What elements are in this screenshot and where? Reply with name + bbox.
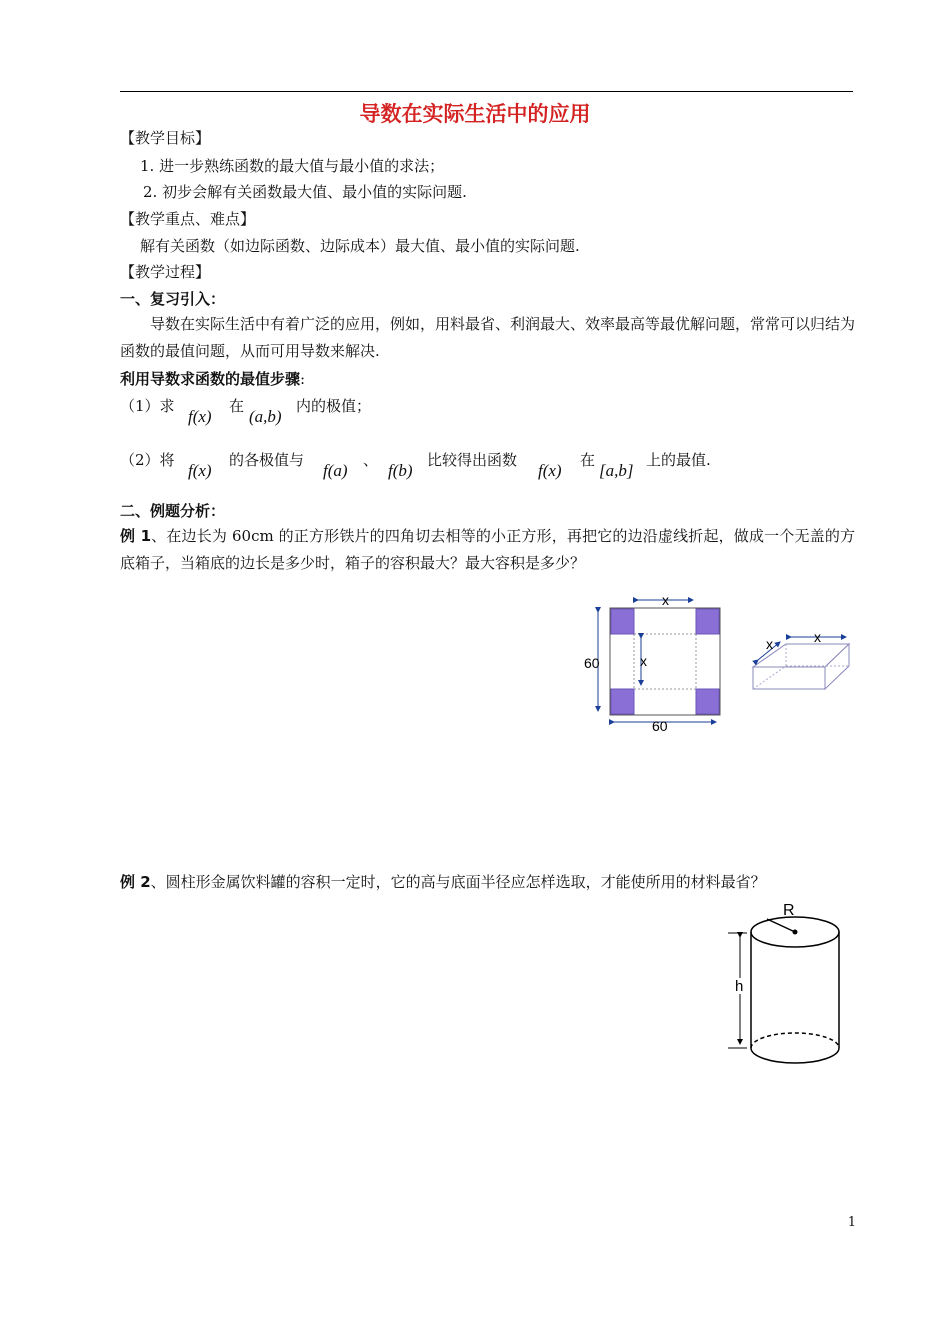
fig1-left-label: 60 xyxy=(584,655,600,671)
goal-item-1: 1. 进一步熟练函数的最大值与最小值的求法； xyxy=(140,157,445,175)
goal-item-2: 2. 初步会解有关函数最大值、最小值的实际问题. xyxy=(143,183,467,201)
fig2-side-label: x xyxy=(766,636,773,652)
examples-heading: 二、例题分析： xyxy=(120,502,226,520)
cut-corner-bottom-right xyxy=(696,689,719,714)
fig1-bottom-label: 60 xyxy=(652,718,668,734)
steps-heading-line xyxy=(120,369,305,389)
step-1-suffix: 内的极值； xyxy=(296,397,372,415)
step-1-mid: 在 xyxy=(229,397,245,415)
fig2-top-label: x xyxy=(814,629,821,645)
step-2-fa: f(a) xyxy=(323,461,348,480)
example-2 xyxy=(120,869,855,896)
example-2-text: 、圆柱形金属饮料罐的容积一定时，它的高与底面半径应怎样选取，才能使所用的材料最省？ xyxy=(150,873,766,891)
page-number: 1 xyxy=(847,1215,856,1230)
example-1-label: 例 1 xyxy=(120,527,152,545)
step-2-suffix: 上的最值. xyxy=(646,451,711,469)
process-heading: 【教学过程】 xyxy=(120,263,211,281)
review-text: 导数在实际生活中有着广泛的应用，例如，用料最省、利润最大、效率最高等最优解问题，常常可以归结为函数的最值问题，从而可用导数来解决. xyxy=(120,315,856,360)
fig1-inner-label: x xyxy=(640,653,647,669)
header-rule xyxy=(120,91,853,92)
open-box-figure xyxy=(748,622,854,692)
example-1 xyxy=(120,523,855,577)
page-title: 导数在实际生活中的应用 xyxy=(359,102,591,126)
step-2-mid2: 比较得出函数 xyxy=(427,451,518,469)
cut-corner-top-left xyxy=(611,609,634,634)
step-2-fx: f(x) xyxy=(188,461,212,480)
example-1-text: 、在边长为 60cm 的正方形铁片的四角切去相等的小正方形，再把它的边沿虚线折起，做成一个无盖的方底箱子，当箱底的边长是多少时，箱子的容积最大？最大容积是多少？ xyxy=(120,527,855,572)
fig1-top-label: x xyxy=(662,592,669,608)
step-1-fx: f(x) xyxy=(188,407,212,426)
fig3-height-label: h xyxy=(735,978,744,995)
square-sheet-figure xyxy=(580,590,730,735)
key-points-heading: 【教学重点、难点】 xyxy=(120,210,256,228)
step-2-mid1: 的各极值与 xyxy=(229,451,305,469)
step-1-prefix: （1）求 xyxy=(120,397,175,415)
step-1-interval: (a,b) xyxy=(249,407,282,426)
step-2-interval: [a,b] xyxy=(599,461,634,480)
cut-corner-top-right xyxy=(696,609,719,634)
fig3-radius-label: R xyxy=(783,902,795,919)
step-2-fx2: f(x) xyxy=(538,461,562,480)
step-2-mid3: 在 xyxy=(580,451,596,469)
goals-heading: 【教学目标】 xyxy=(120,129,211,147)
cylinder-figure xyxy=(723,898,848,1068)
steps-heading: 利用导数求函数的最值步骤 xyxy=(120,370,301,388)
steps-colon: : xyxy=(300,370,306,388)
cut-corner-bottom-left xyxy=(611,689,634,714)
step-2-fb: f(b) xyxy=(388,461,413,480)
example-2-label: 例 2 xyxy=(120,873,151,891)
key-points-text: 解有关函数（如边际函数、边际成本）最大值、最小值的实际问题. xyxy=(140,237,580,255)
review-heading: 一、复习引入： xyxy=(120,290,226,308)
step-2-sep: 、 xyxy=(363,451,379,469)
step-2-prefix: （2）将 xyxy=(120,451,175,469)
